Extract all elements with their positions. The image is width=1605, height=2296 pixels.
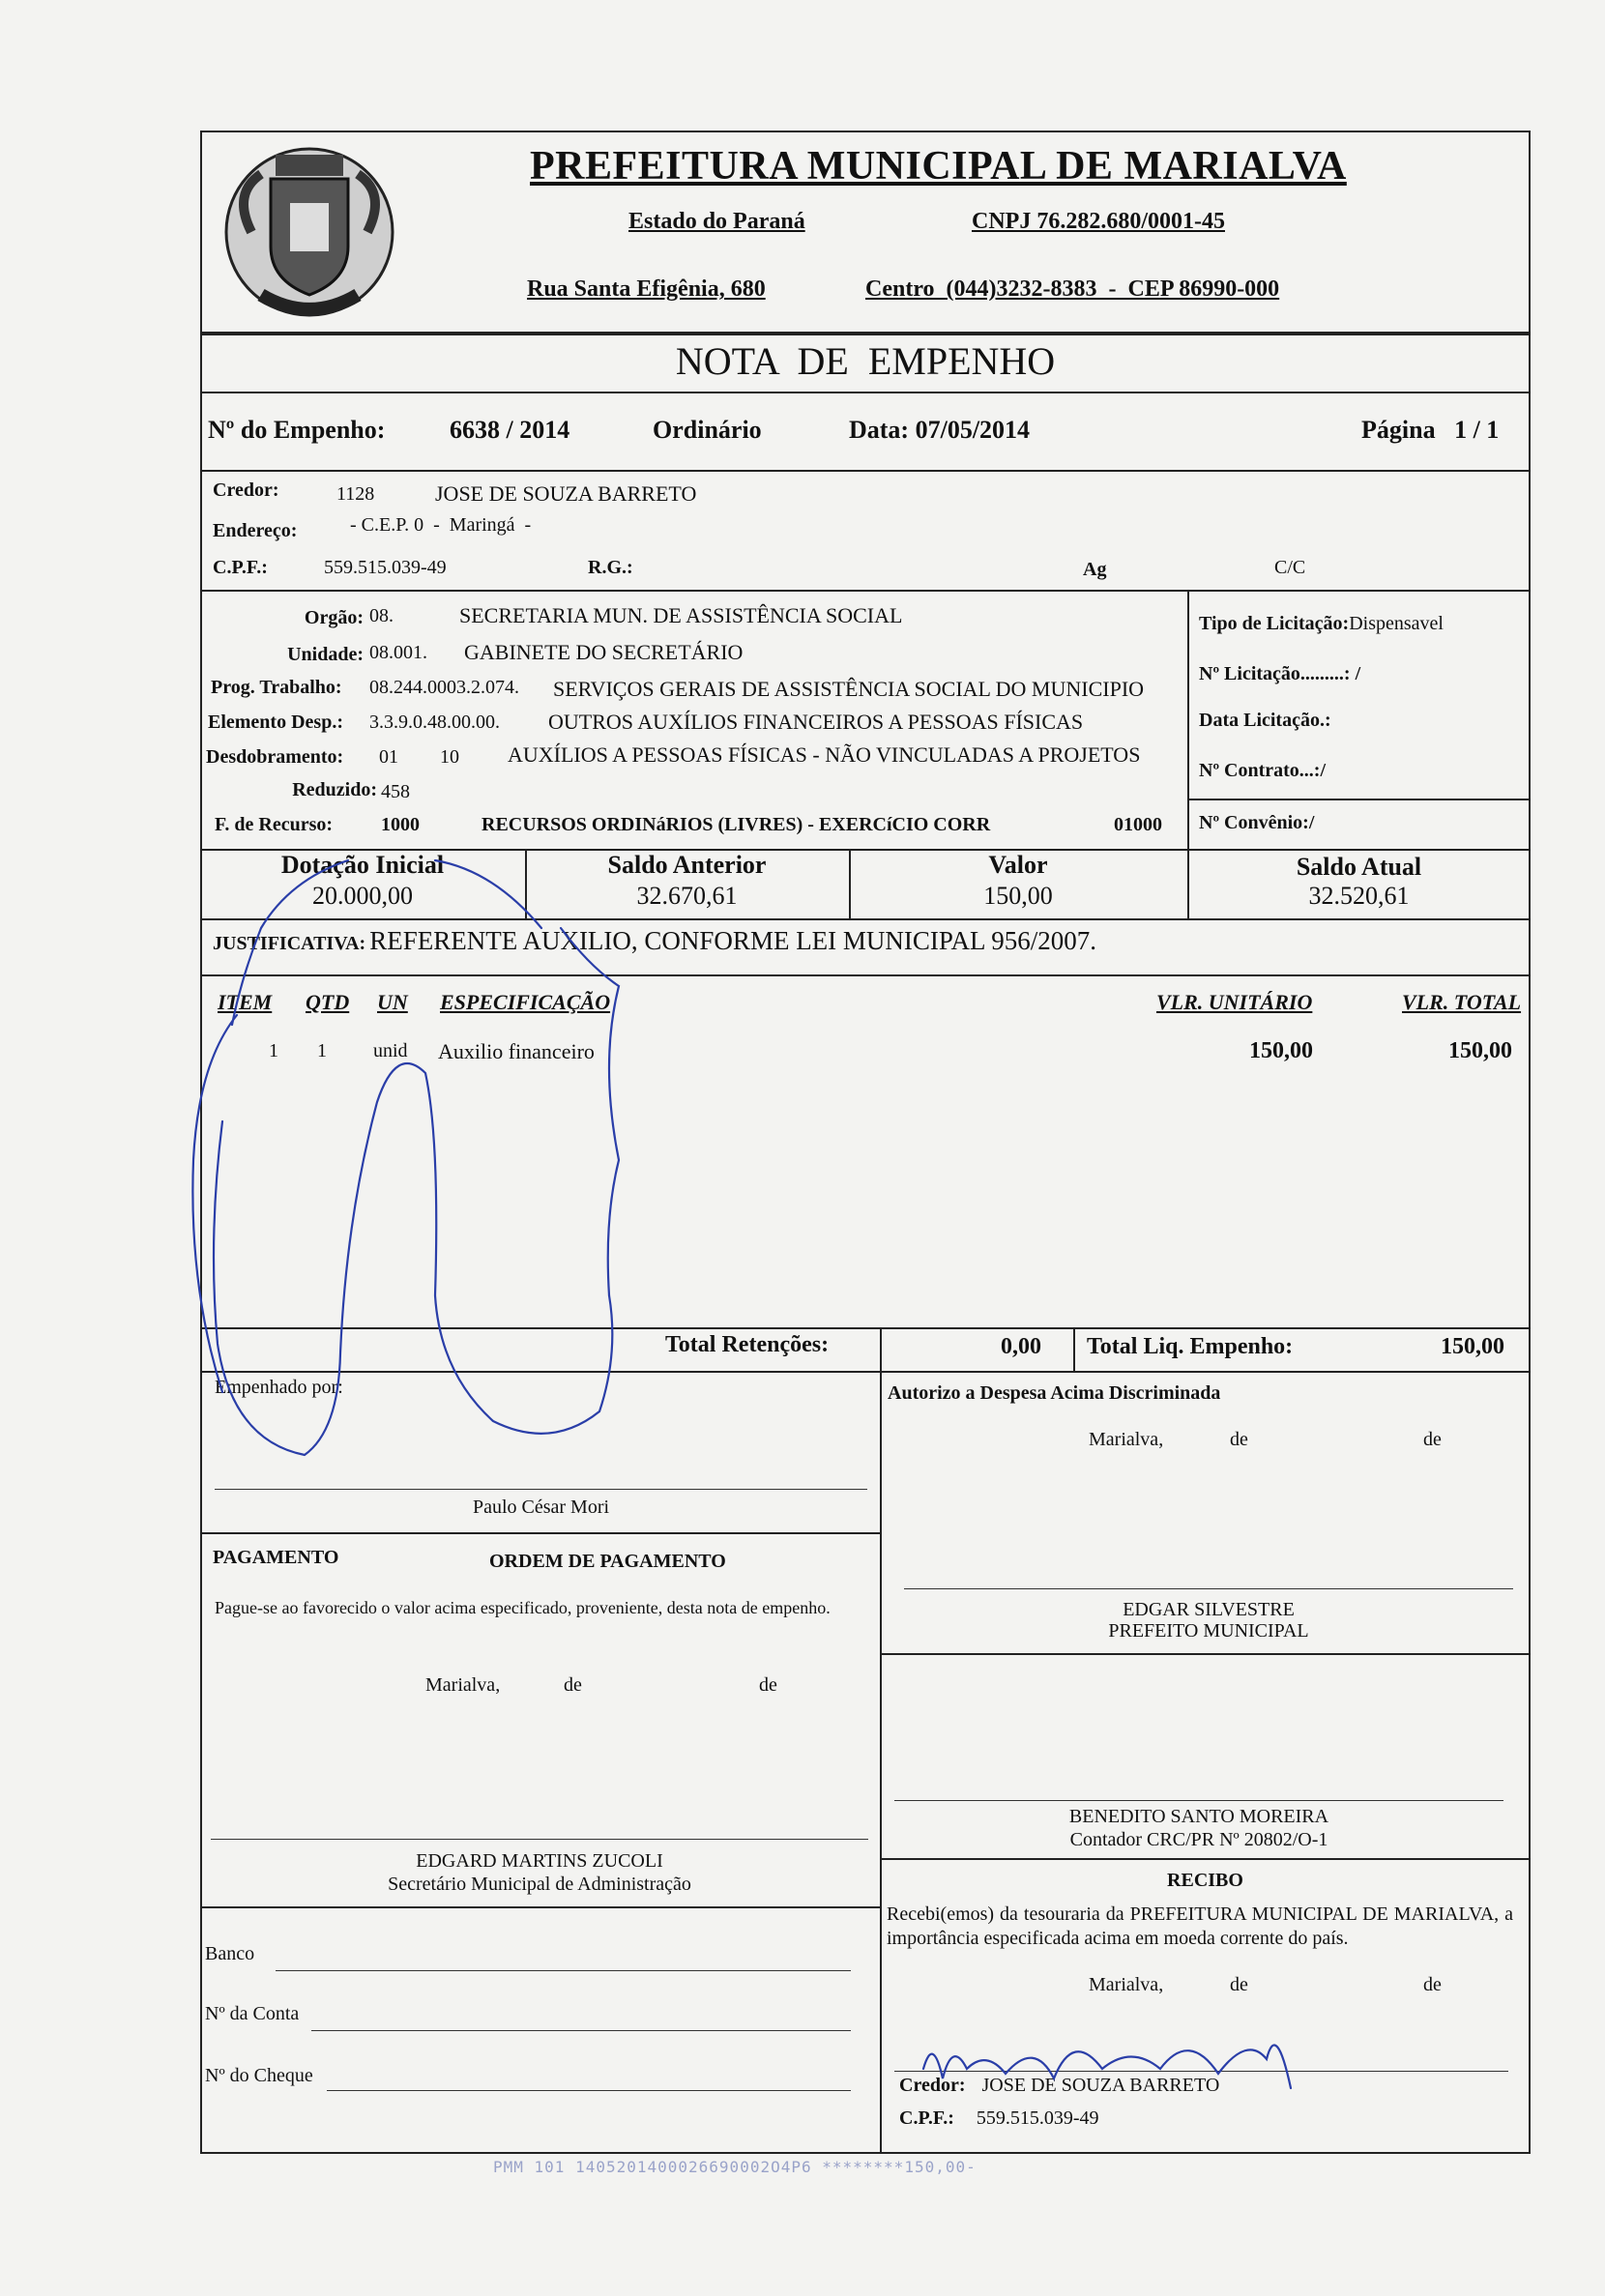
cc-label: C/C bbox=[1274, 557, 1306, 578]
orgao-label: Orgão: bbox=[304, 607, 364, 628]
autorizo-de1: de bbox=[1230, 1429, 1248, 1450]
col-un: UN bbox=[377, 990, 408, 1014]
prog-code: 08.244.0003.2.074. bbox=[369, 677, 519, 698]
credor-label: Credor: bbox=[213, 480, 279, 501]
valor-value: 150,00 bbox=[983, 882, 1053, 910]
recibo-title: RECIBO bbox=[1167, 1870, 1243, 1891]
col-item: ITEM bbox=[218, 990, 273, 1014]
contact-label: Centro (044)3232-8383 - CEP 86990-000 bbox=[865, 276, 1280, 302]
unidade-label: Unidade: bbox=[287, 644, 364, 665]
numero-contrato: Nº Contrato...:/ bbox=[1199, 760, 1327, 781]
col-vlr-total: VLR. TOTAL bbox=[1402, 990, 1522, 1014]
tipo-licitacao-value: Dispensavel bbox=[1349, 613, 1444, 634]
empenho-number-label: Nº do Empenho: bbox=[208, 416, 386, 444]
credor-name: JOSE DE SOUZA BARRETO bbox=[435, 481, 697, 506]
desd-code1: 01 bbox=[379, 746, 398, 768]
coat-of-arms-logo bbox=[213, 135, 406, 329]
tipo-licitacao-label: Tipo de Licitação: bbox=[1199, 613, 1350, 634]
recibo-cpf-label: C.P.F.: bbox=[899, 2107, 954, 2129]
recibo-local: Marialva, bbox=[1089, 1974, 1164, 1995]
state-label: Estado do Paraná bbox=[628, 209, 805, 234]
desd-label: Desdobramento: bbox=[206, 746, 344, 768]
footer-auth-code: PMM 101 1405201400026690002O4P6 ********150,00- bbox=[493, 2158, 977, 2176]
justificativa bbox=[213, 926, 1096, 956]
municipality-title: PREFEITURA MUNICIPAL DE MARIALVA bbox=[530, 144, 1347, 189]
justificativa-label: JUSTIFICATIVA: bbox=[213, 933, 366, 954]
reduzido-label: Reduzido: bbox=[292, 779, 377, 800]
unidade-desc: GABINETE DO SECRETÁRIO bbox=[464, 640, 744, 664]
reduzido-value: 458 bbox=[381, 781, 410, 802]
recurso-label: F. de Recurso: bbox=[215, 814, 334, 835]
data-licitacao: Data Licitação.: bbox=[1199, 710, 1331, 731]
banco-label: Banco bbox=[205, 1943, 255, 1964]
justificativa-text: REFERENTE AUXILIO, CONFORME LEI MUNICIPAL 956/2007. bbox=[369, 926, 1096, 955]
address-label: Rua Santa Efigênia, 680 bbox=[527, 276, 766, 302]
elem-label: Elemento Desp.: bbox=[208, 712, 343, 733]
col-espec: ESPECIFICAÇÃO bbox=[440, 990, 611, 1014]
recurso-code: 1000 bbox=[381, 814, 420, 835]
recibo-cpf bbox=[899, 2107, 1099, 2130]
total-liquido-value: 150,00 bbox=[1441, 1334, 1504, 1359]
elem-desc: OUTROS AUXÍLIOS FINANCEIROS A PESSOAS FÍSICAS bbox=[548, 710, 1084, 734]
recurso-desc: RECURSOS ORDINáRIOS (LIVRES) - EXERCíCIO CORR bbox=[482, 814, 991, 835]
total-retencoes-value: 0,00 bbox=[1001, 1334, 1041, 1359]
pagamento-de2: de bbox=[759, 1674, 777, 1696]
prefeito-cargo: PREFEITO MUNICIPAL bbox=[1108, 1620, 1309, 1642]
cheque-label: Nº do Cheque bbox=[205, 2065, 313, 2086]
recibo-credor bbox=[899, 2075, 1219, 2097]
item-un: unid bbox=[373, 1040, 408, 1061]
recurso-code2: 01000 bbox=[1114, 814, 1162, 835]
item-qtd: 1 bbox=[317, 1040, 327, 1061]
contador-nome: BENEDITO SANTO MOREIRA bbox=[1068, 1806, 1329, 1827]
ag-label: Ag bbox=[1083, 559, 1107, 580]
pagamento-label: PAGAMENTO bbox=[213, 1547, 339, 1568]
desd-desc: AUXÍLIOS A PESSOAS FÍSICAS - NÃO VINCULADAS A PROJETOS bbox=[508, 742, 1141, 767]
unidade-code: 08.001. bbox=[369, 642, 427, 663]
secretario-cargo: Secretário Municipal de Administração bbox=[388, 1874, 691, 1895]
numero-convenio: Nº Convênio:/ bbox=[1199, 812, 1315, 833]
total-retencoes-label: Total Retenções: bbox=[665, 1332, 830, 1357]
saldo-anterior-value: 32.670,61 bbox=[636, 882, 738, 910]
endereco-label: Endereço: bbox=[213, 520, 298, 541]
conta-label: Nº da Conta bbox=[205, 2003, 300, 2024]
pagamento-local: Marialva, bbox=[425, 1674, 501, 1696]
rg-label: R.G.: bbox=[588, 557, 633, 578]
desd-code2: 10 bbox=[440, 746, 459, 768]
prefeito-nome: EDGAR SILVESTRE bbox=[1123, 1599, 1295, 1620]
numero-licitacao: Nº Licitação.........: / bbox=[1199, 663, 1361, 684]
empenhado-nome: Paulo César Mori bbox=[472, 1497, 610, 1518]
col-qtd: QTD bbox=[306, 990, 350, 1014]
recibo-credor-label: Credor: bbox=[899, 2075, 966, 2096]
saldo-atual-value: 32.520,61 bbox=[1308, 882, 1410, 910]
dotacao-value: 20.000,00 bbox=[312, 882, 413, 910]
item-vlr-total: 150,00 bbox=[1448, 1038, 1512, 1063]
item-number: 1 bbox=[269, 1040, 278, 1061]
secretario-nome: EDGARD MARTINS ZUCOLI bbox=[416, 1850, 663, 1872]
col-vlr-unit: VLR. UNITÁRIO bbox=[1156, 990, 1313, 1014]
contador-cargo: Contador CRC/PR Nº 20802/O-1 bbox=[1069, 1829, 1328, 1850]
prog-label: Prog. Trabalho: bbox=[211, 677, 342, 698]
autorizo-local: Marialva, bbox=[1089, 1429, 1164, 1450]
recibo-credor-name: JOSE DE SOUZA BARRETO bbox=[981, 2075, 1220, 2096]
item-espec: Auxilio financeiro bbox=[438, 1039, 595, 1063]
recibo-de1: de bbox=[1230, 1974, 1248, 1995]
tipo-licitacao bbox=[1199, 613, 1444, 635]
autorizo-de2: de bbox=[1423, 1429, 1442, 1450]
cpf-label: C.P.F.: bbox=[213, 557, 268, 578]
pagamento-de1: de bbox=[564, 1674, 582, 1696]
elem-code: 3.3.9.0.48.00.00. bbox=[369, 712, 500, 733]
orgao-code: 08. bbox=[369, 605, 394, 626]
autorizo-label: Autorizo a Despesa Acima Discriminada bbox=[888, 1382, 1221, 1404]
ordem-pagamento-label: ORDEM DE PAGAMENTO bbox=[489, 1551, 726, 1572]
credor-code: 1128 bbox=[336, 483, 375, 505]
endereco-value: - C.E.P. 0 - Maringá - bbox=[350, 514, 532, 536]
page-number: Página 1 / 1 bbox=[1361, 416, 1500, 444]
recibo-cpf-value: 559.515.039-49 bbox=[976, 2107, 1099, 2129]
saldo-anterior-label: Saldo Anterior bbox=[607, 851, 767, 879]
saldo-atual-label: Saldo Atual bbox=[1296, 853, 1422, 881]
document-title: NOTA DE EMPENHO bbox=[675, 339, 1056, 383]
orgao-desc: SECRETARIA MUN. DE ASSISTÊNCIA SOCIAL bbox=[459, 603, 903, 627]
empenho-date: Data: 07/05/2014 bbox=[849, 416, 1031, 444]
empenho-type: Ordinário bbox=[653, 416, 762, 444]
dotacao-label: Dotação Inicial bbox=[280, 851, 445, 879]
valor-label: Valor bbox=[988, 851, 1048, 879]
pagamento-texto: Pague-se ao favorecido o valor acima especificado, proveniente, desta nota de empenho. bbox=[215, 1598, 831, 1617]
empenho-number: 6638 / 2014 bbox=[450, 416, 570, 444]
cnpj-label: CNPJ 76.282.680/0001-45 bbox=[972, 209, 1225, 234]
recibo-texto: Recebi(emos) da tesouraria da PREFEITURA MUNICIPAL DE MARIALVA, a importância especificada acima em moeda corrente do país. bbox=[887, 1904, 1513, 1949]
empenhado-por-label: Empenhado por: bbox=[215, 1377, 343, 1398]
cpf-value: 559.515.039-49 bbox=[324, 557, 447, 578]
total-liquido-label: Total Liq. Empenho: bbox=[1087, 1334, 1294, 1359]
item-vlr-unit: 150,00 bbox=[1249, 1038, 1313, 1063]
prog-desc: SERVIÇOS GERAIS DE ASSISTÊNCIA SOCIAL DO MUNICIPIO bbox=[553, 677, 1145, 701]
recibo-de2: de bbox=[1423, 1974, 1442, 1995]
